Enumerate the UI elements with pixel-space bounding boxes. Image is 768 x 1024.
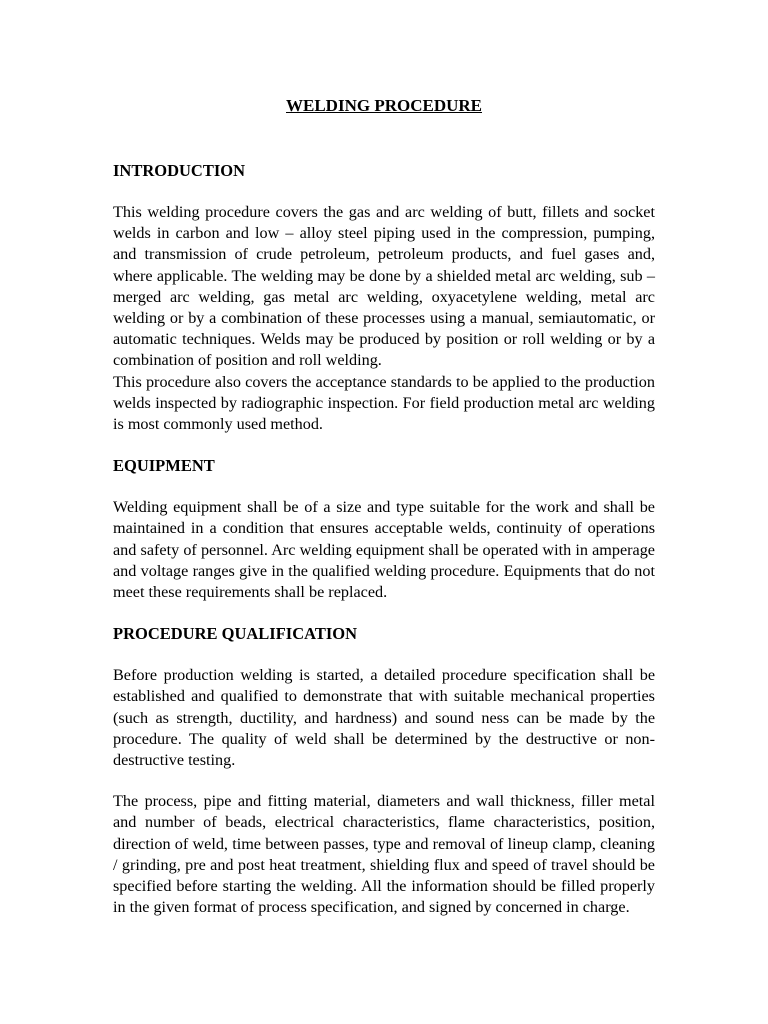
section-heading-introduction: INTRODUCTION xyxy=(113,161,246,180)
procedure-qualification-paragraph-2: The process, pipe and fitting material, diameters and wall thickness, filler metal and number of beads, electrical characteristics, flame characteristics, position, direction of weld, time between passes, type and removal of lineup clamp, cleaning / grinding, pre and post heat treatment, shielding flux and speed of travel should be specified before starting the welding. All the information should be filled properly in the given format of process specification, and signed by concerned in charge. xyxy=(113,792,655,917)
introduction-paragraph-1: This welding procedure covers the gas and arc welding of butt, fillets and socket welds in carbon and low – alloy steel piping used in the compression, pumping, and transmission of crude petroleum, petroleum products, and fuel gases and, where applicable. The welding may be done by a shielded metal arc welding, sub – merged arc welding, gas metal arc welding, oxyacetylene welding, metal arc welding or by a combination of these processes using a manual, semiautomatic, or automatic techniques. Welds may be produced by position or roll welding or by a combination of position and roll welding. xyxy=(113,203,655,370)
section-heading-procedure-qualification: PROCEDURE QUALIFICATION xyxy=(113,624,358,644)
section-heading-equipment: EQUIPMENT xyxy=(113,456,215,476)
introduction-paragraph-2: This procedure also covers the acceptance standards to be applied to the production welds inspected by radiographic inspection. For field production metal arc welding is most commonly used method. xyxy=(113,372,655,434)
document-title: WELDING PROCEDURE xyxy=(286,96,482,115)
equipment-paragraph-1: Welding equipment shall be of a size and type suitable for the work and shall be maintained in a condition that ensures acceptable welds, continuity of operations and safety of personnel. Arc welding equipment shall be operated with in amperage and voltage ranges give in the qualified welding procedure. Equipments that do not meet these requirements shall be replaced. xyxy=(113,498,655,602)
document-page xyxy=(113,94,655,918)
procedure-qualification-paragraph-1: Before production welding is started, a detailed procedure specification shall be established and qualified to demonstrate that with suitable mechanical properties (such as strength, ductility, and hardness) and sound ness can be made by the procedure. The quality of weld shall be determined by the destructive or non-destructive testing. xyxy=(113,666,655,770)
